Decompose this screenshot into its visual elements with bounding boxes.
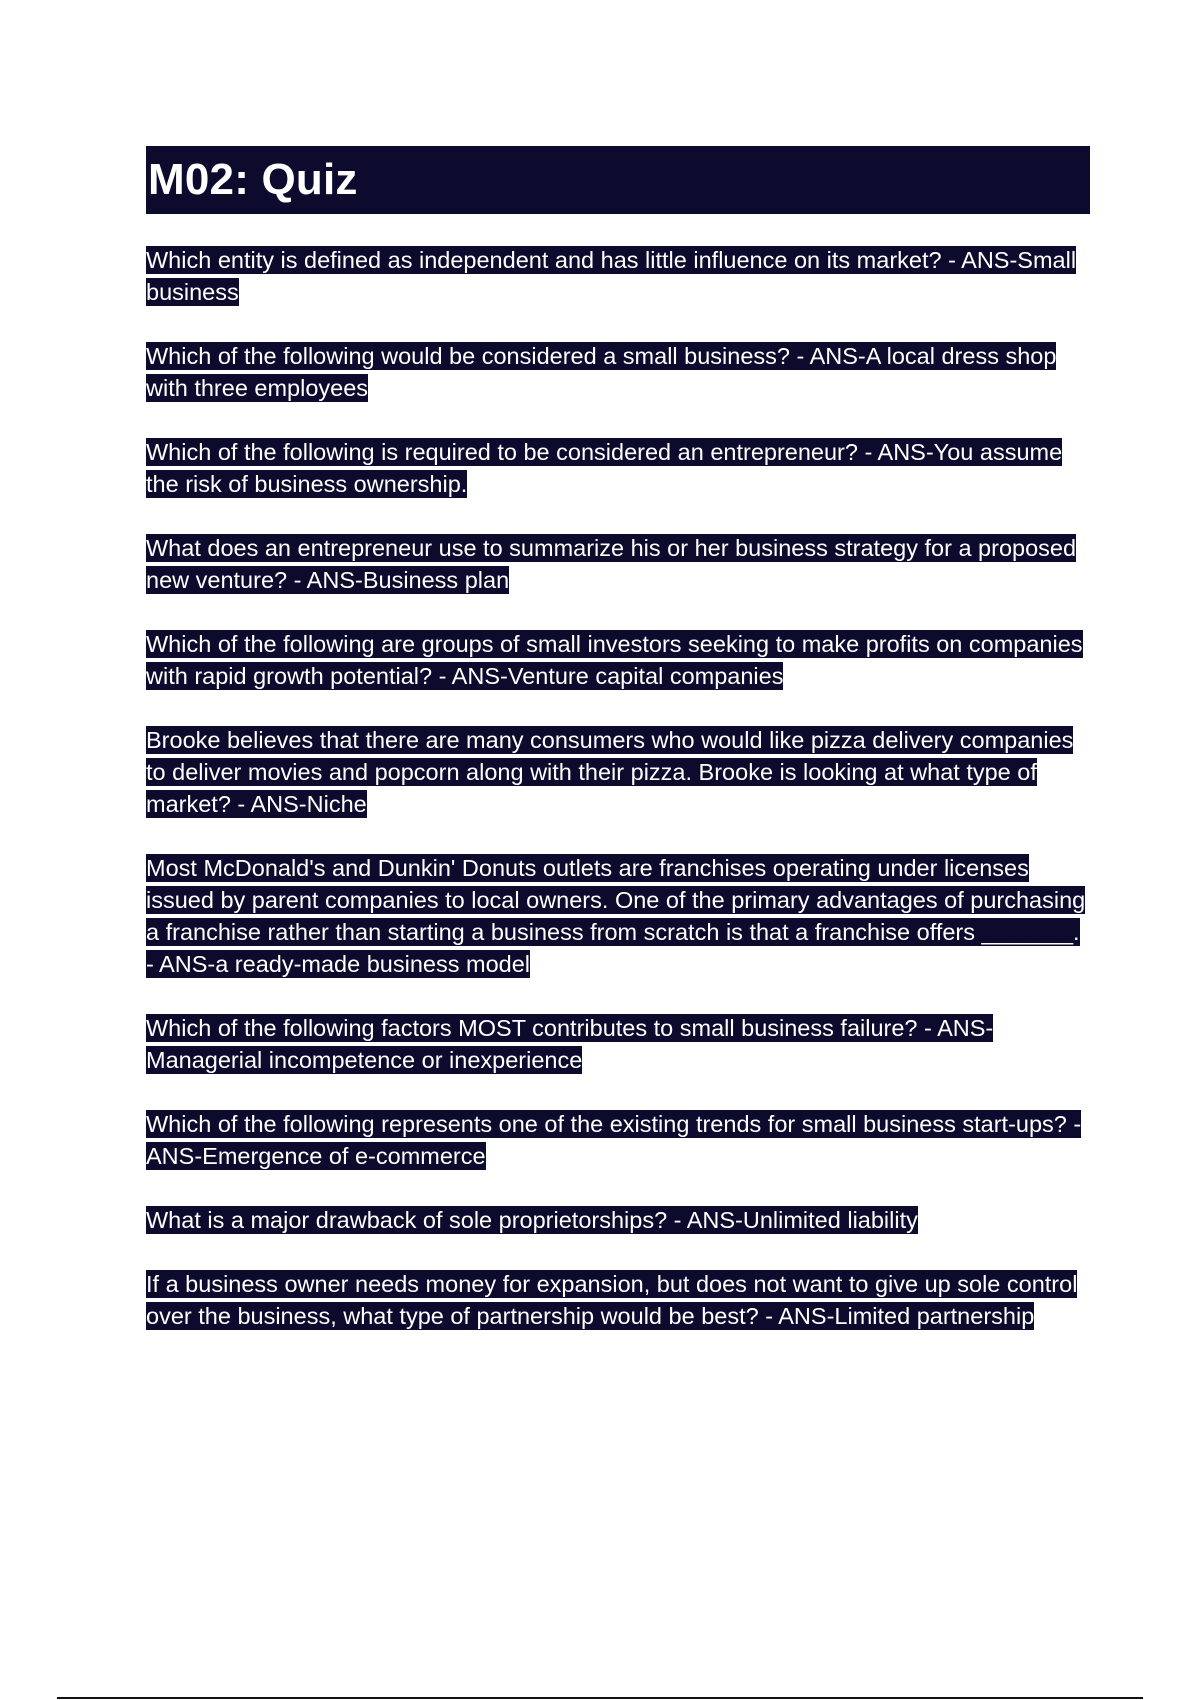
qa-text: What does an entrepreneur use to summarize his or her business strategy for a proposed new venture? - ANS-Business plan	[146, 535, 1077, 593]
title-bar	[146, 146, 1090, 214]
qa-item	[146, 340, 1090, 404]
document-page	[146, 146, 1090, 1364]
qa-text: Which of the following is required to be considered an entrepreneur? - ANS-You assume the risk of business ownership.	[146, 439, 1063, 497]
qa-item	[146, 1012, 1090, 1076]
qa-item	[146, 852, 1090, 980]
qa-item	[146, 244, 1090, 308]
qa-item	[146, 724, 1090, 820]
qa-item	[146, 436, 1090, 500]
qa-item	[146, 1268, 1090, 1332]
qa-text: Which entity is defined as independent and has little influence on its market? - ANS-Small business	[146, 247, 1077, 305]
page-title: M02: Quiz	[148, 155, 358, 204]
qa-item	[146, 532, 1090, 596]
qa-item	[146, 1204, 1090, 1236]
qa-text: If a business owner needs money for expansion, but does not want to give up sole control over the business, what type of partnership would be best? - ANS-Limited partnership	[146, 1271, 1078, 1329]
qa-text: Brooke believes that there are many consumers who would like pizza delivery companies to deliver movies and popcorn along with their pizza. Brooke is looking at what type of market? - ANS-Niche	[146, 727, 1074, 817]
qa-text: Which of the following represents one of the existing trends for small business start-ups? - ANS-Emergence of e-commerce	[146, 1111, 1082, 1169]
qa-text: Which of the following are groups of small investors seeking to make profits on companies with rapid growth potential? - ANS-Venture capital companies	[146, 631, 1083, 689]
qa-item	[146, 1108, 1090, 1172]
qa-text: Which of the following would be considered a small business? - ANS-A local dress shop with three employees	[146, 343, 1057, 401]
qa-text: Which of the following factors MOST contributes to small business failure? - ANS-Managerial incompetence or inexperience	[146, 1015, 994, 1073]
qa-list	[146, 244, 1090, 1332]
qa-text: Most McDonald's and Dunkin' Donuts outlets are franchises operating under licenses issued by parent companies to local owners. One of the primary advantages of purchasing a franchise rather than starting a business from scratch is that a franchise offers _______. - ANS-a ready-made business model	[146, 855, 1086, 977]
qa-item	[146, 628, 1090, 692]
bottom-divider	[57, 1697, 1143, 1699]
qa-text: What is a major drawback of sole proprietorships? - ANS-Unlimited liability	[146, 1207, 918, 1233]
